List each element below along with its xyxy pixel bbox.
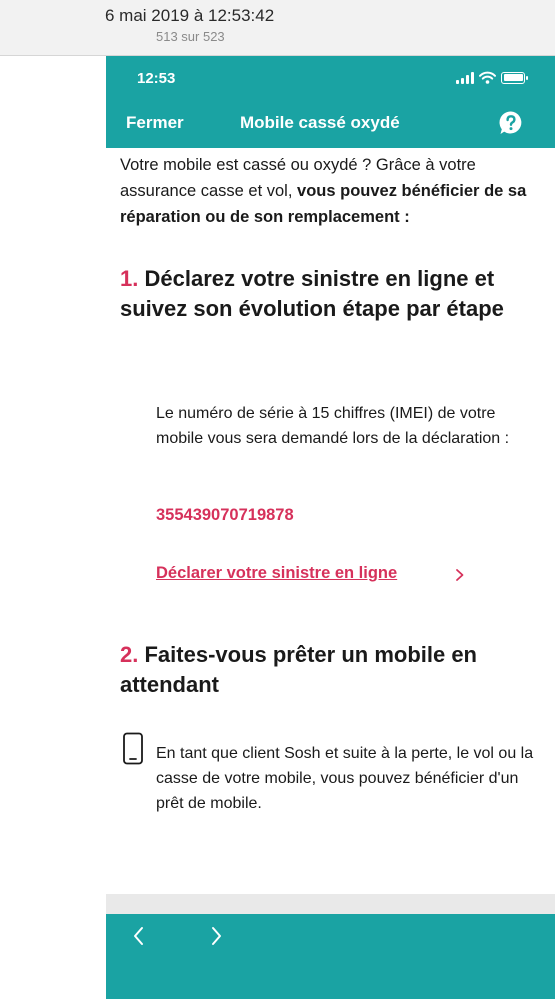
intro-text: Votre mobile est cassé ou oxydé ? Grâce à votre assurance casse et vol, (120, 156, 476, 200)
step-1-number: 1. (120, 266, 139, 291)
viewer-date: 6 mai 2019 à 12:53:42 (105, 6, 275, 25)
status-bar (106, 56, 555, 100)
phone-screen (106, 56, 555, 999)
close-button[interactable]: Fermer (126, 113, 184, 132)
viewer-photo-count: 513 sur 523 (156, 29, 225, 44)
bottom-toolbar (106, 914, 555, 999)
mobile-phone-icon (122, 732, 146, 766)
step-1-title (120, 264, 540, 324)
intro-paragraph (120, 152, 540, 230)
chevron-right-icon[interactable] (454, 567, 466, 583)
step-2-number: 2. (120, 642, 139, 667)
battery-icon (501, 72, 525, 84)
intro-highlight: vous pouvez bénéficier de sa réparation ou de son remplacement : (120, 182, 527, 226)
wifi-icon (479, 71, 496, 84)
content-area (106, 148, 555, 894)
status-time: 12:53 (137, 70, 176, 87)
chevron-right-icon[interactable] (207, 924, 225, 948)
page-title: Mobile cassé oxydé (240, 113, 400, 132)
declare-claim-link[interactable]: Déclarer votre sinistre en ligne (156, 564, 398, 582)
help-icon[interactable] (498, 110, 524, 136)
loan-description: En tant que client Sosh et suite à la perte, le vol ou la casse de votre mobile, vous pouvez bénéficier d'un prêt de mobile. (156, 745, 534, 812)
step-2-title-text: Faites-vous prêter un mobile en attendant (120, 642, 477, 697)
status-icons (456, 71, 525, 84)
chevron-left-icon[interactable] (130, 924, 148, 948)
step-1-title-text: Déclarez votre sinistre en ligne et suivez son évolution étape par étape (120, 266, 504, 321)
imei-instructions: Le numéro de série à 15 chiffres (IMEI) de votre mobile vous sera demandé lors de la déclaration : (156, 405, 510, 447)
imei-number: 355439070719878 (156, 506, 294, 524)
content-divider (106, 894, 555, 914)
nav-bar (106, 100, 555, 148)
step-2-title (120, 640, 540, 700)
screenshot-viewer-header (0, 0, 555, 56)
cellular-signal-icon (456, 72, 474, 84)
